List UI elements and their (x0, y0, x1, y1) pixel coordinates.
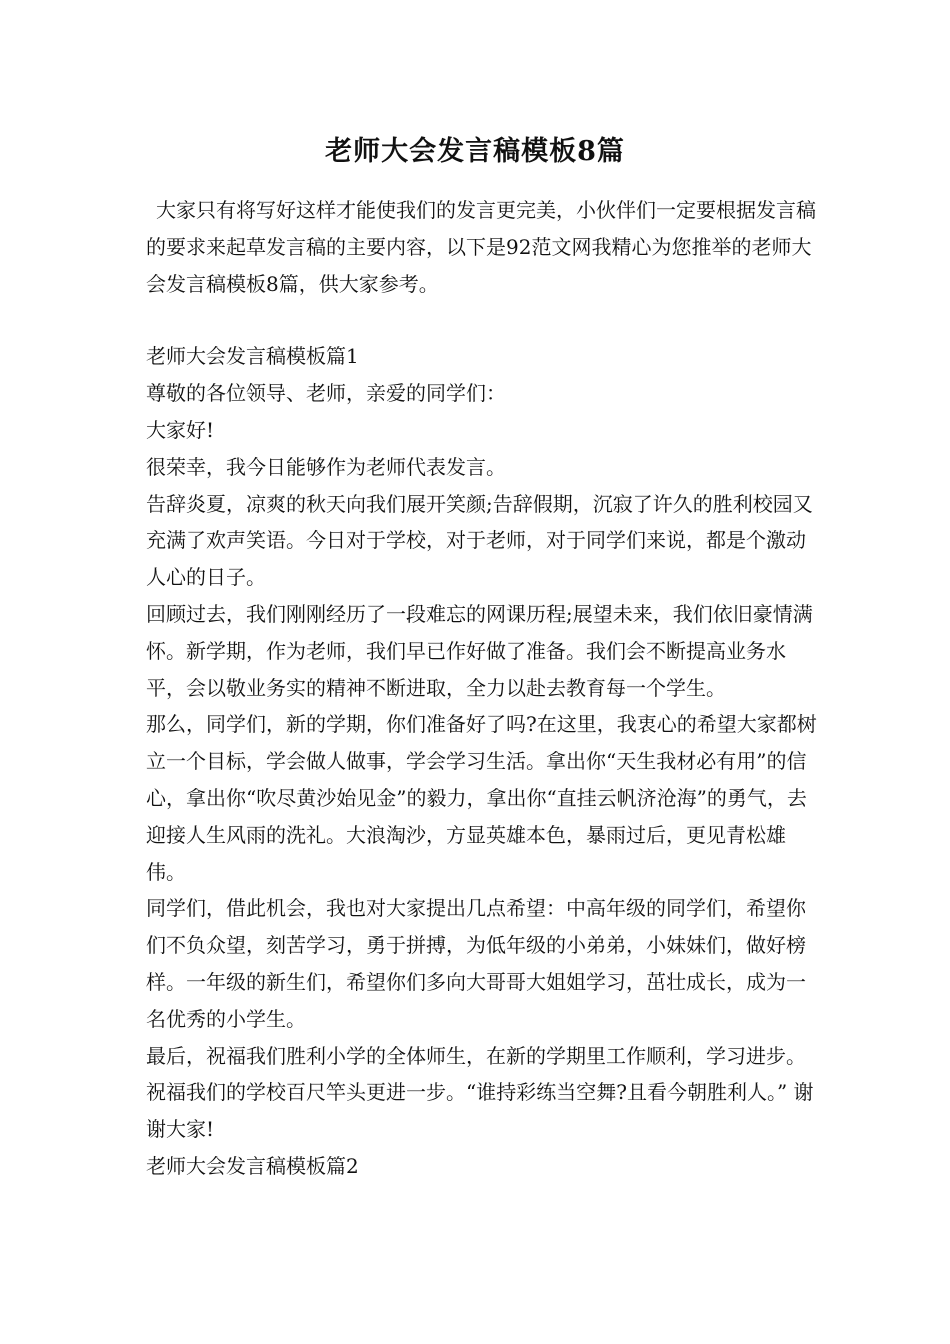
greeting: 大家好! (146, 417, 215, 442)
intro-paragraph: 大家只有将写好这样才能使我们的发言更完美，小伙伴们一定要根据发言稿的要求来起草发言稿的主要内容，以下是92范文网我精心为您推举的老师大会发言稿模板8篇，供大家参考。 (146, 198, 816, 296)
body-paragraph: 回顾过去，我们刚刚经历了一段难忘的网课历程;展望未来，我们依旧豪情满怀。新学期，作为老师，我们早已作好做了准备。我们会不断提高业务水平，会以敬业务实的精神不断进取，全力以赴去教育每一个学生。 (146, 601, 813, 700)
closing-paragraph: 最后，祝福我们胜利小学的全体师生，在新的学期里工作顺利，学习进步。祝福我们的学校百尺竿头更进一步。“谁持彩练当空舞?且看今朝胜利人。” 谢谢大家! (146, 1043, 814, 1142)
body-paragraph: 那么，同学们，新的学期，你们准备好了吗?在这里，我衷心的希望大家都树立一个目标，学会做人做事，学会学习生活。拿出你“天生我材必有用”的信心，拿出你“吹尽黄沙始见金”的毅力，拿出你“直挂云帆济沧海”的勇气，去迎接人生风雨的洗礼。大浪淘沙，方显英雄本色，暴雨过后，更见青松雄伟。 (146, 712, 817, 884)
document-body (146, 192, 824, 1185)
salutation: 尊敬的各位领导、老师，亲爱的同学们： (146, 381, 506, 406)
body-paragraph: 同学们，借此机会，我也对大家提出几点希望：中高年级的同学们，希望你们不负众望，刻苦学习，勇于拼搏，为低年级的小弟弟，小妹妹们，做好榜样。一年级的新生们，希望你们多向大哥哥大姐姐学习，茁壮成长，成为一名优秀的小学生。 (146, 896, 806, 1031)
body-paragraph: 很荣幸，我今日能够作为老师代表发言。 (146, 454, 506, 479)
section-heading-2: 老师大会发言稿模板篇2 (146, 1153, 359, 1178)
section-heading-1: 老师大会发言稿模板篇1 (146, 344, 359, 369)
paragraph-gap (146, 302, 824, 338)
body-paragraph: 告辞炎夏，凉爽的秋天向我们展开笑颜;告辞假期，沉寂了许久的胜利校园又充满了欢声笑语。今日对于学校，对于老师，对于同学们来说，都是个激动人心的日子。 (146, 491, 813, 590)
document-title: 老师大会发言稿模板8篇 (325, 136, 625, 167)
